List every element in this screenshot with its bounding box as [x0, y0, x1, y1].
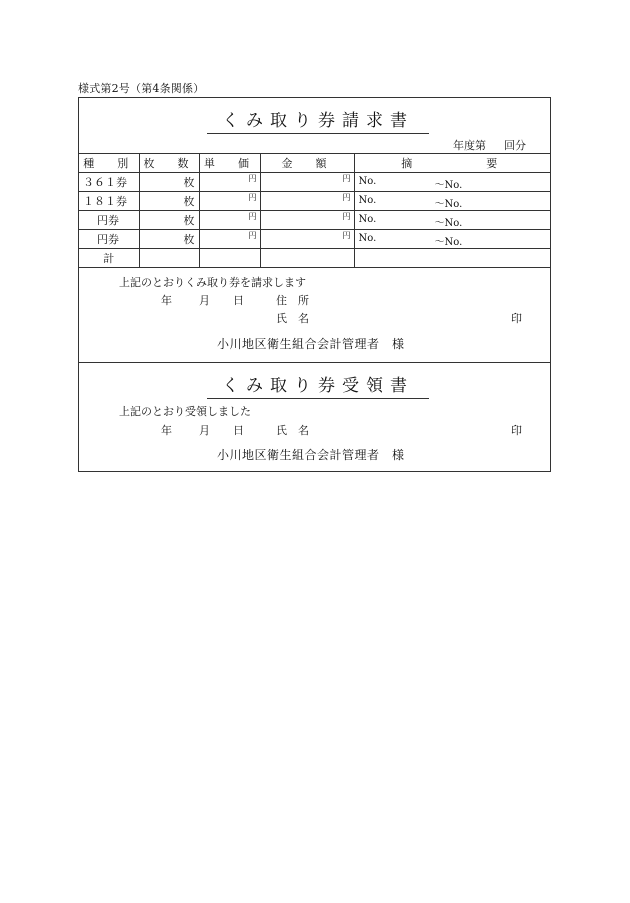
- header-unit-price: 単 価: [199, 154, 260, 173]
- table-row: [79, 230, 550, 249]
- total-label: 計: [79, 249, 139, 268]
- number-to: 〜No.: [434, 180, 463, 191]
- request-statement: 上記のとおりくみ取り券を請求します: [119, 276, 306, 289]
- yen-unit: 円: [342, 231, 351, 240]
- yen-unit: 円: [342, 193, 351, 202]
- receipt-title: くみ取り券受領書: [207, 371, 429, 399]
- request-year-label: 年: [161, 294, 172, 307]
- total-amount-cell[interactable]: [260, 249, 354, 268]
- receipt-year-label: 年: [161, 424, 172, 437]
- table-row: [79, 211, 550, 230]
- remarks-cell[interactable]: [354, 230, 550, 249]
- table-header-row: [79, 154, 550, 173]
- kind-cell: 円券: [79, 230, 139, 249]
- header-kind: 種 別: [79, 154, 139, 173]
- yen-unit: 円: [248, 231, 257, 240]
- remarks-cell[interactable]: [354, 211, 550, 230]
- ticket-table: [79, 153, 550, 268]
- yen-unit: 円: [248, 193, 257, 202]
- request-addressee: 小川地区衛生組合会計管理者 様: [217, 337, 405, 351]
- unit-price-cell[interactable]: [199, 230, 260, 249]
- kind-cell: 円券: [79, 211, 139, 230]
- kind-cell: １８１券: [79, 192, 139, 211]
- receipt-seal-mark: 印: [511, 424, 522, 437]
- amount-cell[interactable]: [260, 211, 354, 230]
- form-frame: [78, 97, 551, 472]
- number-from: No.: [358, 233, 377, 244]
- address-label: 住 所: [276, 294, 309, 307]
- amount-cell[interactable]: [260, 173, 354, 192]
- request-name-label: 氏 名: [276, 312, 309, 325]
- receipt-statement: 上記のとおり受領しました: [119, 405, 251, 418]
- number-to: 〜No.: [434, 237, 463, 248]
- receipt-day-label: 日: [233, 424, 244, 437]
- table-row: [79, 192, 550, 211]
- issue-round-label: 回分: [504, 139, 526, 152]
- issue-year-label: 年度第: [453, 139, 486, 152]
- count-cell[interactable]: 枚: [139, 230, 199, 249]
- request-month-label: 月: [199, 294, 210, 307]
- yen-unit: 円: [342, 174, 351, 183]
- number-to: 〜No.: [434, 199, 463, 210]
- table-row: [79, 173, 550, 192]
- kind-cell: ３６１券: [79, 173, 139, 192]
- form-number: 様式第2号（第4条関係）: [78, 82, 205, 95]
- unit-price-cell[interactable]: [199, 211, 260, 230]
- remarks-cell[interactable]: [354, 192, 550, 211]
- header-count: 枚 数: [139, 154, 199, 173]
- request-title: くみ取り券請求書: [207, 106, 429, 134]
- unit-price-cell[interactable]: [199, 173, 260, 192]
- header-amount: 金 額: [260, 154, 354, 173]
- receipt-name-label: 氏 名: [276, 424, 309, 437]
- count-cell[interactable]: 枚: [139, 211, 199, 230]
- number-from: No.: [358, 176, 377, 187]
- remarks-cell[interactable]: [354, 173, 550, 192]
- section-divider: [79, 362, 550, 363]
- amount-cell[interactable]: [260, 230, 354, 249]
- total-row: [79, 249, 550, 268]
- number-from: No.: [358, 195, 377, 206]
- total-count-cell[interactable]: [139, 249, 199, 268]
- count-cell[interactable]: 枚: [139, 173, 199, 192]
- yen-unit: 円: [342, 212, 351, 221]
- count-cell[interactable]: 枚: [139, 192, 199, 211]
- yen-unit: 円: [248, 212, 257, 221]
- number-from: No.: [358, 214, 377, 225]
- request-day-label: 日: [233, 294, 244, 307]
- receipt-month-label: 月: [199, 424, 210, 437]
- amount-cell[interactable]: [260, 192, 354, 211]
- total-remarks-cell[interactable]: [354, 249, 550, 268]
- unit-price-cell[interactable]: [199, 192, 260, 211]
- yen-unit: 円: [248, 174, 257, 183]
- request-seal-mark: 印: [511, 312, 522, 325]
- number-to: 〜No.: [434, 218, 463, 229]
- header-remarks: 摘 要: [354, 154, 550, 173]
- issue-period: [453, 137, 526, 153]
- total-price-cell[interactable]: [199, 249, 260, 268]
- receipt-addressee: 小川地区衛生組合会計管理者 様: [217, 448, 405, 462]
